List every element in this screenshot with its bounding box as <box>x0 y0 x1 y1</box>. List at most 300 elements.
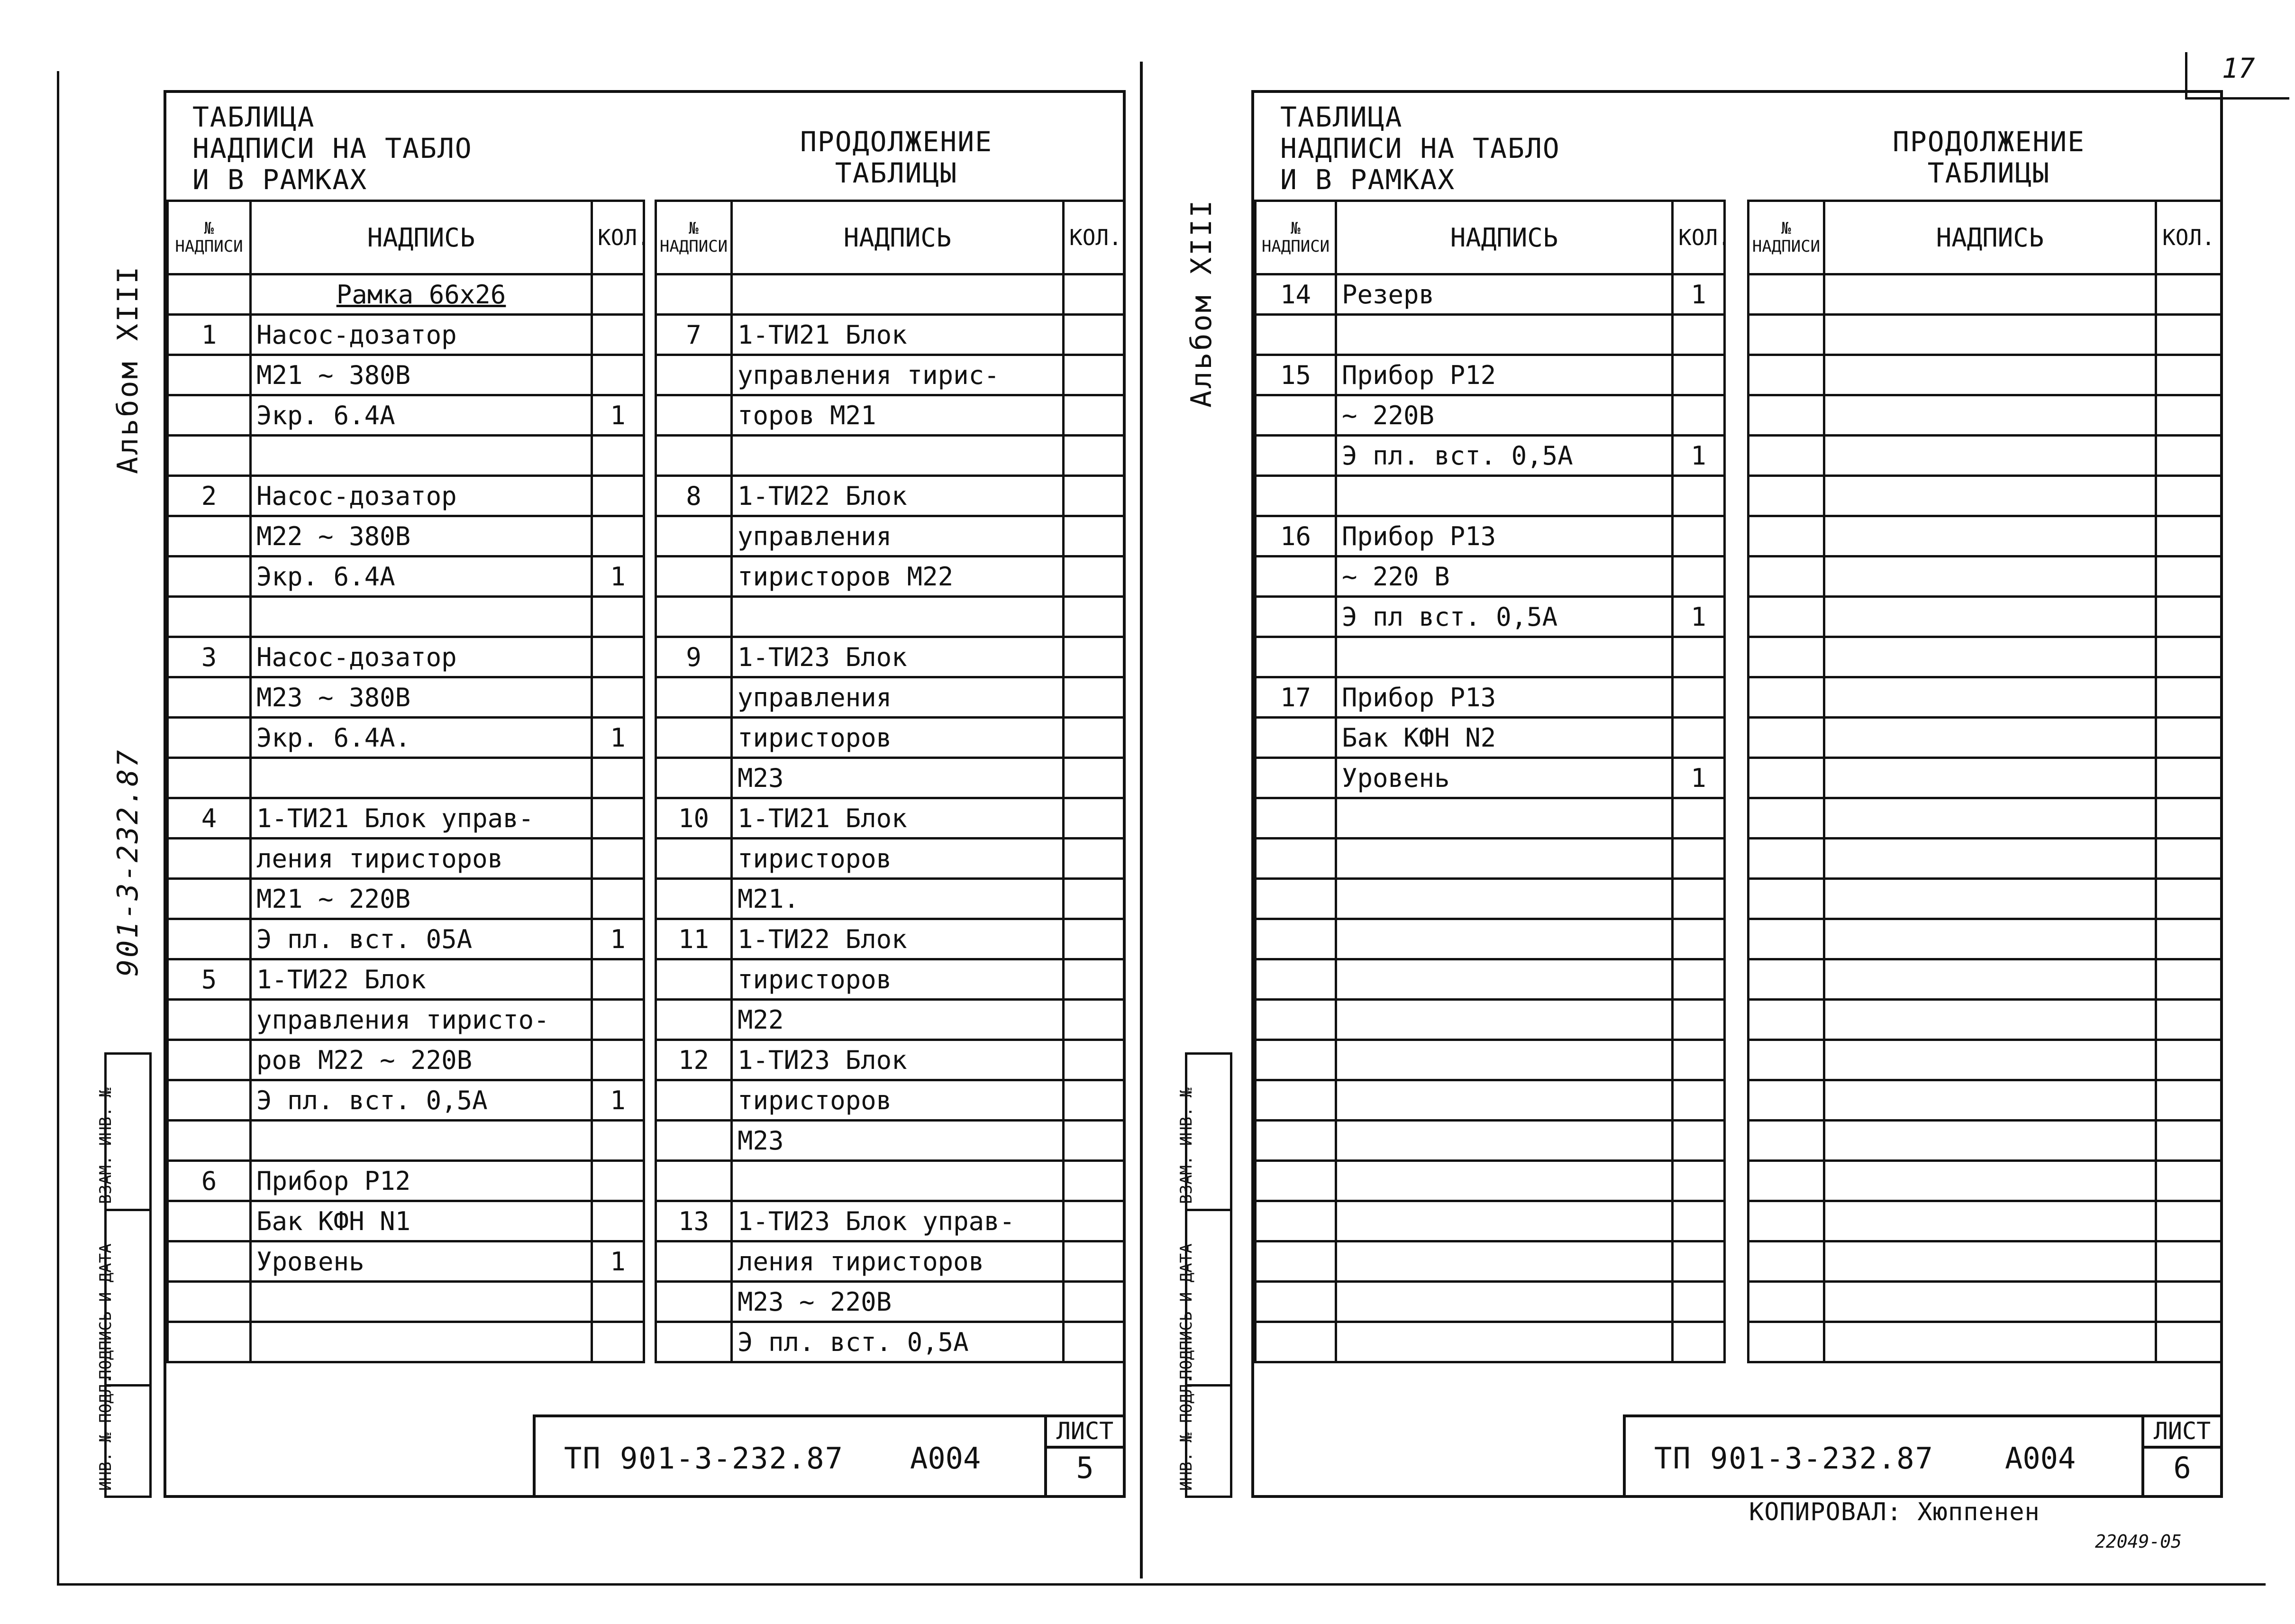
cell-gap <box>1725 677 1749 718</box>
cell-text-2 <box>1824 436 2156 476</box>
cell-text: Э пл вст. 0,5А <box>1336 597 1673 637</box>
cell-qty-2 <box>2156 798 2222 839</box>
cell-text: Резерв <box>1336 274 1673 315</box>
cell-text-2: 1-ТИ23 Блок управ- <box>732 1201 1064 1241</box>
cell-num-2 <box>656 839 732 879</box>
cell-num <box>1256 1201 1336 1241</box>
table-row <box>1256 315 2222 355</box>
right-strip-signature-date: ПОДПИСЬ И ДАТА <box>1177 1243 1196 1379</box>
cell-text <box>1336 1282 1673 1322</box>
cell-num-2: 9 <box>656 637 732 677</box>
cell-text: управления тиристо- <box>251 1000 592 1040</box>
cell-qty-2 <box>1064 355 1124 395</box>
cell-qty <box>1673 355 1725 395</box>
cell-qty-2 <box>1064 516 1124 557</box>
cell-num-2 <box>656 1080 732 1121</box>
cell-text <box>251 1121 592 1161</box>
cell-qty-2 <box>2156 1161 2222 1201</box>
cell-gap <box>644 1000 656 1040</box>
cell-text: ления тиристоров <box>251 839 592 879</box>
cell-gap <box>644 395 656 436</box>
right-continuation-title: ПРОДОЛЖЕНИЕ ТАБЛИЦЫ <box>1892 126 2086 189</box>
cell-qty-2 <box>1064 1080 1124 1121</box>
table-row <box>168 315 1124 355</box>
cell-num-2: 11 <box>656 919 732 959</box>
left-sheet-box <box>1044 1417 1123 1495</box>
cell-text: Экр. 6.4А <box>251 557 592 597</box>
cell-gap <box>644 516 656 557</box>
cell-text: Экр. 6.4А <box>251 395 592 436</box>
table-row <box>1256 839 2222 879</box>
cell-qty-2 <box>2156 516 2222 557</box>
cell-num-2 <box>656 516 732 557</box>
cell-qty <box>592 1040 644 1080</box>
table-row <box>168 1161 1124 1201</box>
cell-num-2 <box>1749 1121 1824 1161</box>
left-sheet <box>164 90 1126 1498</box>
cell-qty-2 <box>1064 677 1124 718</box>
table-row <box>168 959 1124 1000</box>
left-header-text-2: НАДПИСЬ <box>732 201 1064 274</box>
cell-num <box>168 839 251 879</box>
cell-text <box>1336 1322 1673 1362</box>
cell-num <box>168 597 251 637</box>
cell-num-2 <box>656 758 732 798</box>
cell-qty <box>1673 1000 1725 1040</box>
cell-num: 14 <box>1256 274 1336 315</box>
cell-num <box>1256 1241 1336 1282</box>
cell-text: Э пл. вст. 0,5А <box>1336 436 1673 476</box>
cell-text <box>1336 1201 1673 1241</box>
table-row <box>168 1322 1124 1362</box>
table-row <box>1256 1121 2222 1161</box>
cell-text: Насос-дозатор <box>251 476 592 516</box>
cell-num <box>1256 919 1336 959</box>
left-stamp-code: ТП 901-3-232.87 <box>564 1441 844 1476</box>
cell-num <box>168 1201 251 1241</box>
cell-qty-2 <box>1064 637 1124 677</box>
cell-num: 3 <box>168 637 251 677</box>
cell-num-2 <box>656 1121 732 1161</box>
cell-num-2 <box>656 1000 732 1040</box>
table-row <box>1256 637 2222 677</box>
cell-qty-2 <box>1064 1121 1124 1161</box>
cell-num-2 <box>1749 1040 1824 1080</box>
right-table-title: ТАБЛИЦА НАДПИСИ НА ТАБЛО И В РАМКАХ <box>1280 101 1560 196</box>
left-album-label: Альбом XIII <box>111 265 145 474</box>
cell-qty <box>592 1282 644 1322</box>
left-stamp-ref: А004 <box>910 1441 981 1476</box>
cell-qty-2 <box>2156 677 2222 718</box>
cell-text-2 <box>1824 637 2156 677</box>
cell-qty-2 <box>1064 1201 1124 1241</box>
cell-text: Рамка 66х26 <box>251 274 592 315</box>
cell-qty <box>1673 395 1725 436</box>
cell-num-2 <box>656 557 732 597</box>
cell-text <box>1336 839 1673 879</box>
cell-qty: 1 <box>592 1241 644 1282</box>
cell-gap <box>1725 315 1749 355</box>
cell-text-2 <box>1824 516 2156 557</box>
cell-text-2 <box>1824 1000 2156 1040</box>
cell-text-2: управления <box>732 516 1064 557</box>
cell-qty-2 <box>1064 959 1124 1000</box>
table-row <box>168 637 1124 677</box>
table-row <box>168 1080 1124 1121</box>
cell-num: 17 <box>1256 677 1336 718</box>
cell-qty <box>1673 476 1725 516</box>
cell-gap <box>644 1201 656 1241</box>
right-header-text-2: НАДПИСЬ <box>1824 201 2156 274</box>
cell-text-2 <box>1824 395 2156 436</box>
cell-gap <box>644 959 656 1000</box>
table-row <box>168 1000 1124 1040</box>
cell-num-2: 12 <box>656 1040 732 1080</box>
cell-text: Уровень <box>1336 758 1673 798</box>
cell-num <box>1256 476 1336 516</box>
cell-num-2 <box>656 1161 732 1201</box>
cell-num <box>1256 637 1336 677</box>
cell-gap <box>1725 1161 1749 1201</box>
cell-qty <box>592 1000 644 1040</box>
cell-qty-2 <box>1064 1241 1124 1282</box>
table-row <box>168 395 1124 436</box>
cell-num <box>1256 1040 1336 1080</box>
cell-num-2 <box>1749 718 1824 758</box>
cell-qty <box>1673 839 1725 879</box>
cell-qty-2 <box>2156 597 2222 637</box>
cell-num <box>1256 1121 1336 1161</box>
cell-qty-2 <box>2156 1282 2222 1322</box>
cell-text-2: 1-ТИ21 Блок <box>732 798 1064 839</box>
cell-qty <box>592 274 644 315</box>
cell-num <box>168 879 251 919</box>
table-row <box>1256 879 2222 919</box>
cell-gap <box>644 1322 656 1362</box>
cell-qty-2 <box>2156 1201 2222 1241</box>
cell-qty <box>1673 1040 1725 1080</box>
cell-num <box>168 1322 251 1362</box>
cell-qty: 1 <box>592 1080 644 1121</box>
cell-num-2 <box>1749 355 1824 395</box>
cell-text: Прибор Р12 <box>1336 355 1673 395</box>
cell-text-2: Э пл. вст. 0,5А <box>732 1322 1064 1362</box>
cell-text-2: управления тирис- <box>732 355 1064 395</box>
cell-num-2 <box>656 1282 732 1322</box>
right-strip-replace-inv: ВЗАМ. ИНВ. № <box>1177 1087 1196 1204</box>
cell-gap <box>1725 476 1749 516</box>
cell-text <box>1336 1161 1673 1201</box>
cell-qty-2 <box>2156 274 2222 315</box>
cell-gap <box>1725 597 1749 637</box>
left-header-num: № НАДПИСИ <box>168 201 251 274</box>
cell-qty <box>1673 516 1725 557</box>
cell-qty: 1 <box>592 718 644 758</box>
cell-num <box>168 1000 251 1040</box>
cell-qty <box>592 1322 644 1362</box>
cell-num <box>1256 315 1336 355</box>
cell-text-2 <box>1824 839 2156 879</box>
table-row <box>1256 355 2222 395</box>
cell-qty-2 <box>1064 1161 1124 1201</box>
cell-text-2 <box>1824 1080 2156 1121</box>
cell-gap <box>644 1080 656 1121</box>
cell-num <box>168 1121 251 1161</box>
cell-text: Э пл. вст. 0,5А <box>251 1080 592 1121</box>
cell-qty <box>592 879 644 919</box>
table-row <box>1256 919 2222 959</box>
cell-qty-2 <box>1064 436 1124 476</box>
cell-num <box>1256 718 1336 758</box>
table-row <box>1256 677 2222 718</box>
cell-num: 16 <box>1256 516 1336 557</box>
table-row <box>168 355 1124 395</box>
cell-num-2 <box>1749 1282 1824 1322</box>
table-row <box>168 557 1124 597</box>
cell-gap <box>644 677 656 718</box>
cell-num-2 <box>1749 436 1824 476</box>
cell-num-2 <box>1749 637 1824 677</box>
cell-qty-2 <box>1064 919 1124 959</box>
cell-qty: 1 <box>592 395 644 436</box>
cell-text-2 <box>732 597 1064 637</box>
cell-qty-2 <box>1064 476 1124 516</box>
cell-gap <box>1725 395 1749 436</box>
cell-text-2 <box>1824 1322 2156 1362</box>
cell-gap <box>1725 718 1749 758</box>
cell-num-2 <box>1749 274 1824 315</box>
left-inscription-table <box>166 200 1125 1363</box>
cell-qty-2 <box>2156 1121 2222 1161</box>
cell-text-2 <box>1824 798 2156 839</box>
cell-num <box>168 395 251 436</box>
cell-text-2 <box>1824 1241 2156 1282</box>
copied-by: КОПИРОВАЛ: Хюппенен <box>1749 1498 2040 1526</box>
cell-qty <box>1673 798 1725 839</box>
cell-num <box>1256 959 1336 1000</box>
table-row <box>168 1201 1124 1241</box>
cell-qty-2 <box>2156 1241 2222 1282</box>
cell-text <box>1336 919 1673 959</box>
cell-qty-2 <box>2156 1080 2222 1121</box>
table-row <box>1256 1000 2222 1040</box>
cell-num <box>168 919 251 959</box>
cell-qty <box>592 637 644 677</box>
cell-qty <box>1673 315 1725 355</box>
cell-text: Прибор Р12 <box>251 1161 592 1201</box>
cell-num-2 <box>1749 1322 1824 1362</box>
cell-text: М21 ~ 380В <box>251 355 592 395</box>
cell-num <box>1256 1161 1336 1201</box>
cell-text-2 <box>1824 879 2156 919</box>
cell-qty-2 <box>2156 718 2222 758</box>
cell-qty <box>592 1121 644 1161</box>
cell-num-2: 10 <box>656 798 732 839</box>
table-row <box>1256 798 2222 839</box>
cell-gap <box>1725 839 1749 879</box>
cell-text <box>1336 1121 1673 1161</box>
cell-qty <box>1673 1121 1725 1161</box>
cell-num: 1 <box>168 315 251 355</box>
cell-num-2 <box>656 677 732 718</box>
cell-num: 5 <box>168 959 251 1000</box>
table-row <box>1256 959 2222 1000</box>
cell-num <box>168 1040 251 1080</box>
cell-qty-2 <box>2156 1040 2222 1080</box>
cell-text-2 <box>1824 1201 2156 1241</box>
left-header-qty: КОЛ. <box>592 201 644 274</box>
cell-text <box>1336 476 1673 516</box>
cell-gap <box>644 476 656 516</box>
right-header-text: НАДПИСЬ <box>1336 201 1673 274</box>
cell-text-2: 1-ТИ22 Блок <box>732 476 1064 516</box>
cell-text-2: М23 <box>732 1121 1064 1161</box>
cell-text <box>251 597 592 637</box>
cell-qty-2 <box>1064 395 1124 436</box>
left-sheet-number: 5 <box>1076 1451 1094 1485</box>
cell-num <box>168 677 251 718</box>
cell-gap <box>644 919 656 959</box>
table-row <box>168 839 1124 879</box>
table-row <box>1256 274 2222 315</box>
cell-text <box>1336 1040 1673 1080</box>
cell-text-2 <box>1824 677 2156 718</box>
cell-gap <box>644 1282 656 1322</box>
table-row <box>1256 1282 2222 1322</box>
cell-num-2 <box>1749 798 1824 839</box>
cell-qty <box>592 1201 644 1241</box>
cell-num <box>1256 839 1336 879</box>
cell-num-2 <box>656 959 732 1000</box>
cell-gap <box>644 355 656 395</box>
cell-qty-2 <box>2156 395 2222 436</box>
cell-gap <box>644 758 656 798</box>
table-row <box>1256 1161 2222 1201</box>
cell-qty <box>1673 919 1725 959</box>
cell-text-2: 1-ТИ22 Блок <box>732 919 1064 959</box>
cell-gap <box>644 798 656 839</box>
center-fold-line <box>1140 62 1143 1578</box>
cell-num-2 <box>1749 758 1824 798</box>
cell-qty <box>592 839 644 879</box>
cell-text: ~ 220В <box>1336 395 1673 436</box>
cell-text <box>1336 798 1673 839</box>
cell-qty-2 <box>1064 758 1124 798</box>
cell-num <box>1256 1080 1336 1121</box>
cell-num <box>168 758 251 798</box>
cell-gap <box>1725 1201 1749 1241</box>
cell-qty-2 <box>1064 839 1124 879</box>
table-row <box>168 1282 1124 1322</box>
cell-num-2 <box>656 436 732 476</box>
cell-text-2: М22 <box>732 1000 1064 1040</box>
cell-num <box>1256 758 1336 798</box>
cell-num-2 <box>1749 315 1824 355</box>
page-number: 17 <box>2185 52 2289 100</box>
cell-num: 2 <box>168 476 251 516</box>
cell-qty-2 <box>2156 476 2222 516</box>
cell-gap <box>1725 959 1749 1000</box>
cell-text-2: 1-ТИ23 Блок <box>732 1040 1064 1080</box>
cell-text-2: 1-ТИ21 Блок <box>732 315 1064 355</box>
table-row <box>168 274 1124 315</box>
cell-qty <box>1673 1322 1725 1362</box>
cell-qty-2 <box>2156 436 2222 476</box>
cell-qty <box>1673 677 1725 718</box>
inventory-note: 22049-05 <box>2095 1531 2182 1552</box>
cell-qty-2 <box>1064 1282 1124 1322</box>
cell-text-2: тиристоров <box>732 959 1064 1000</box>
cell-text: 1-ТИ21 Блок управ- <box>251 798 592 839</box>
cell-text <box>1336 959 1673 1000</box>
left-sheet-label: ЛИСТ <box>1047 1417 1123 1449</box>
cell-qty-2 <box>1064 315 1124 355</box>
cell-text-2 <box>1824 919 2156 959</box>
cell-qty <box>592 798 644 839</box>
cell-num <box>168 355 251 395</box>
cell-text: Экр. 6.4А. <box>251 718 592 758</box>
table-row <box>168 677 1124 718</box>
cell-qty: 1 <box>1673 274 1725 315</box>
cell-num <box>168 1080 251 1121</box>
cell-qty <box>592 476 644 516</box>
cell-qty-2 <box>1064 597 1124 637</box>
cell-qty-2 <box>1064 798 1124 839</box>
cell-text: Бак КФН N2 <box>1336 718 1673 758</box>
right-header-num-2: № НАДПИСИ <box>1749 201 1824 274</box>
cell-num-2 <box>1749 677 1824 718</box>
cell-num <box>1256 1000 1336 1040</box>
cell-gap <box>1725 355 1749 395</box>
left-side-strip <box>96 1052 152 1498</box>
cell-qty-2 <box>1064 1322 1124 1362</box>
cell-text: Насос-дозатор <box>251 315 592 355</box>
table-row <box>168 476 1124 516</box>
left-title-block <box>533 1414 1123 1495</box>
cell-text-2 <box>1824 1040 2156 1080</box>
table-row <box>1256 436 2222 476</box>
cell-qty <box>592 597 644 637</box>
right-header-num: № НАДПИСИ <box>1256 201 1336 274</box>
cell-qty-2 <box>2156 1000 2222 1040</box>
cell-text <box>251 758 592 798</box>
cell-qty-2 <box>2156 879 2222 919</box>
cell-gap <box>1725 557 1749 597</box>
cell-num-2 <box>1749 476 1824 516</box>
table-row <box>168 1040 1124 1080</box>
table-row <box>1256 557 2222 597</box>
cell-text: М21 ~ 220В <box>251 879 592 919</box>
table-row <box>1256 395 2222 436</box>
cell-num-2 <box>1749 395 1824 436</box>
table-row <box>168 879 1124 919</box>
cell-num-2 <box>1749 919 1824 959</box>
cell-text-2 <box>1824 758 2156 798</box>
cell-num <box>168 1241 251 1282</box>
cell-gap <box>644 557 656 597</box>
cell-text-2: 1-ТИ23 Блок <box>732 637 1064 677</box>
cell-text-2 <box>732 436 1064 476</box>
cell-qty <box>1673 1282 1725 1322</box>
cell-text-2 <box>732 274 1064 315</box>
table-row <box>168 758 1124 798</box>
cell-num <box>168 516 251 557</box>
cell-gap <box>1725 758 1749 798</box>
cell-num-2 <box>1749 597 1824 637</box>
cell-text-2 <box>1824 355 2156 395</box>
cell-num <box>168 274 251 315</box>
cell-gap <box>644 839 656 879</box>
